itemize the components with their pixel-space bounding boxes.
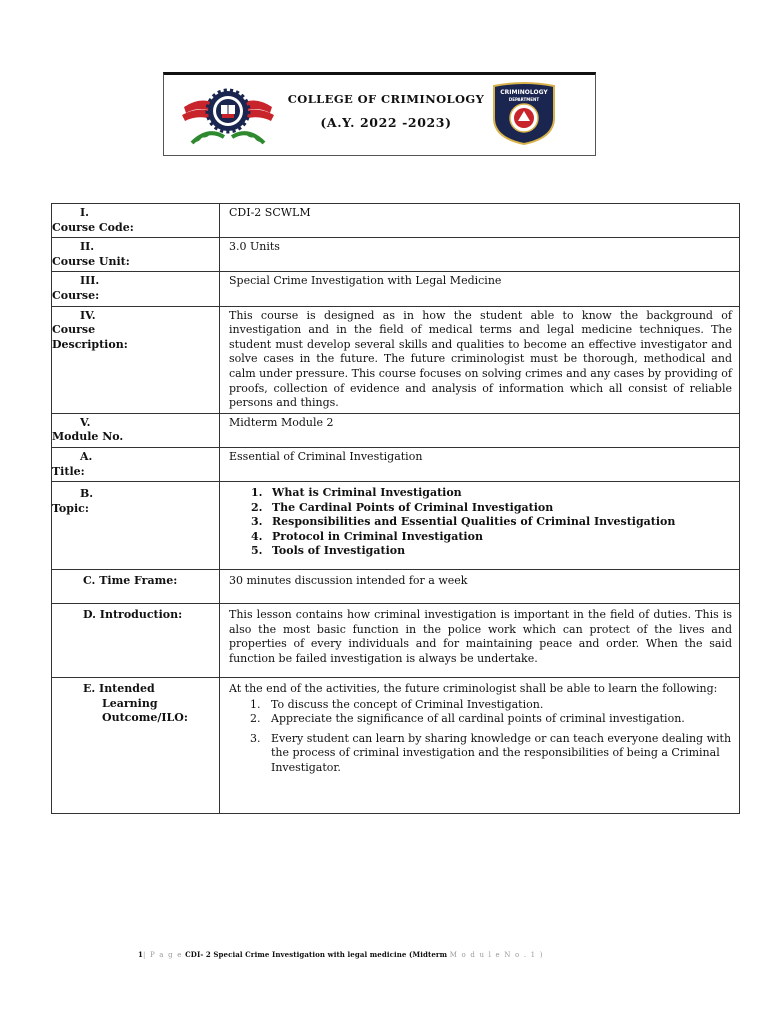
label-ilo-line1: E. Intended xyxy=(83,682,155,696)
label-course: Course: xyxy=(52,288,100,302)
ilo-intro: At the end of the activities, the future criminologist shall be able to learn the following: xyxy=(229,682,718,696)
label-module-no: Module No. xyxy=(52,430,124,444)
label-ilo-line2: Learning xyxy=(102,696,158,710)
college-title: COLLEGE OF CRIMINOLOGY xyxy=(287,92,485,106)
ilo-list xyxy=(229,698,732,776)
badge-text-top: CRIMINOLOGY xyxy=(500,89,548,96)
row-course-description: IV.Course Description: This course is designed as in how the student able to know the background of investigation and in the field of medical terms and legal medicine techniques. The student must develop several skills and qualities to become an effective investigator and solve cases in the future. The future criminologist must be thorough, methodical and calm under pressure. This course focuses on solving crimes and any cases by providing of proofs, collection of evidence and analysis of information which all consist of reliable persons and things. xyxy=(52,306,740,413)
label-course-description: Course Description: xyxy=(52,323,128,351)
label-time-frame: C. Time Frame: xyxy=(83,574,178,588)
row-course-unit: II.Course Unit: 3.0 Units xyxy=(52,238,740,272)
value-ilo xyxy=(220,678,740,814)
row-intended-learning-outcome xyxy=(52,678,740,814)
footer-page-number: 1 xyxy=(138,950,143,959)
document-header xyxy=(163,72,596,156)
page-footer xyxy=(138,950,618,959)
row-introduction xyxy=(52,604,740,678)
footer-course-text: CDI- 2 Special Crime Investigation with legal medicine (Midterm xyxy=(185,950,448,959)
value-introduction: This lesson contains how criminal investigation is important in the field of duties. This is also the most basic function in the police work which can protect of the lives and properties of every individuals and for maintaining peace and order. When the said function be failed investigation is always be undertake. xyxy=(220,604,740,678)
label-ilo-line3: Outcome/ILO: xyxy=(102,711,188,725)
value-course: Special Crime Investigation with Legal Medicine xyxy=(220,272,740,306)
list-item: 2. The Cardinal Points of Criminal Investigation xyxy=(251,500,554,514)
value-course-description: This course is designed as in how the student able to know the background of investigation and in the field of medical terms and legal medicine techniques. The student must develop several skills and qualities to become an effective investigator and solve cases in the future. The future criminologist must be thorough, methodical and calm under pressure. This course focuses on solving crimes and any cases by providing of proofs, collection of evidence and analysis of information which all consist of reliable persons and things. xyxy=(220,306,740,413)
list-item: 3. Every student can learn by sharing knowledge or can teach everyone dealing with the process of criminal investigation and the responsibilities of being a Criminal Investigator. xyxy=(250,731,732,775)
label-course-code: Course Code: xyxy=(52,220,134,234)
value-topic xyxy=(220,482,740,570)
row-course-code: I.Course Code: CDI-2 SCWLM xyxy=(52,204,740,238)
footer-module-ref: M o d u l e N o . 1 ) xyxy=(449,951,544,959)
label-topic: Topic: xyxy=(52,501,89,515)
list-item: 1. To discuss the concept of Criminal Investigation. xyxy=(250,697,544,711)
row-time-frame xyxy=(52,570,740,604)
label-course-unit: Course Unit: xyxy=(52,254,130,268)
list-item: 3. Responsibilities and Essential Qualities of Criminal Investigation xyxy=(251,515,676,529)
list-item: 4. Protocol in Criminal Investigation xyxy=(251,529,483,543)
row-module-no: V.Module No. Midterm Module 2 xyxy=(52,413,740,447)
value-course-code: CDI-2 SCWLM xyxy=(220,204,740,238)
value-module-no: Midterm Module 2 xyxy=(220,413,740,447)
footer-page-label: | P a g e xyxy=(142,951,183,959)
academic-year: (A.Y. 2022 -2023) xyxy=(320,115,452,130)
criminology-department-badge-icon xyxy=(490,80,558,146)
value-course-unit: 3.0 Units xyxy=(220,238,740,272)
college-seal-icon xyxy=(178,83,278,153)
label-title: Title: xyxy=(52,464,85,478)
badge-text-mid: DEPARTMENT xyxy=(508,97,540,102)
row-title: A.Title: Essential of Criminal Investigation xyxy=(52,447,740,481)
list-item: 2. Appreciate the significance of all cardinal points of criminal investigation. xyxy=(250,712,685,726)
label-introduction: D. Introduction: xyxy=(83,608,183,622)
topic-list xyxy=(229,486,732,559)
list-item: 1. What is Criminal Investigation xyxy=(251,486,462,500)
course-syllabus-table xyxy=(51,203,740,814)
row-course: III.Course: Special Crime Investigation with Legal Medicine xyxy=(52,272,740,306)
value-title: Essential of Criminal Investigation xyxy=(220,447,740,481)
list-item: 5. Tools of Investigation xyxy=(251,544,406,558)
value-time-frame: 30 minutes discussion intended for a week xyxy=(220,570,740,604)
row-topic: B.Topic: 1. What is Criminal Investigation 2. The Cardinal Points of Criminal Investigation 3. Responsibilities and Essential Qualities of Criminal Investigation 4. Protocol in Criminal Investigation 5. Tools of Investigation xyxy=(52,482,740,570)
